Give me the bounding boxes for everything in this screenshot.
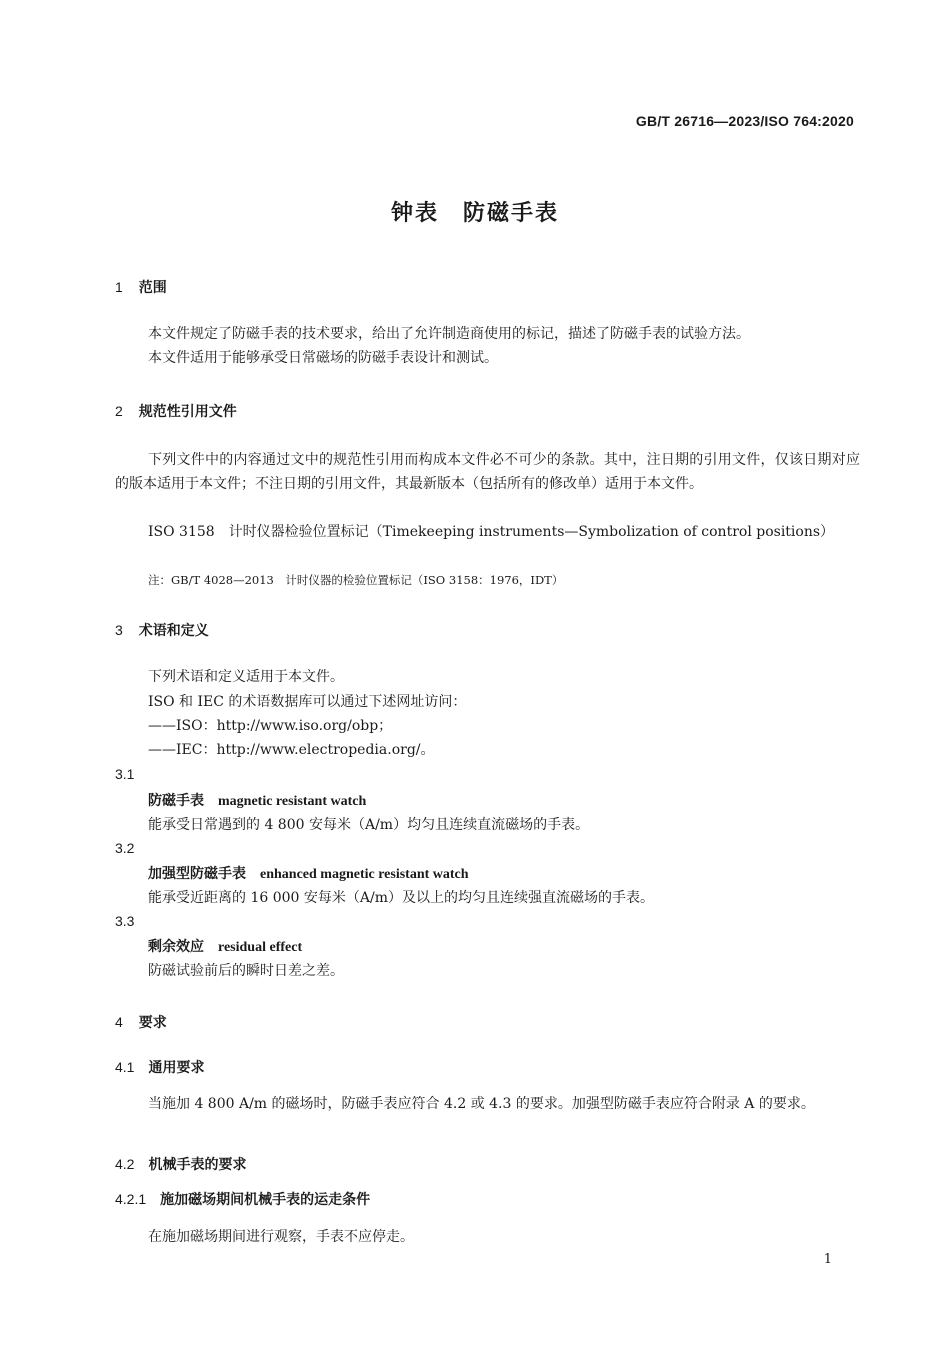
term-en: magnetic resistant watch bbox=[218, 794, 367, 809]
subsection-4-2-heading bbox=[115, 1154, 246, 1174]
section-title: 要求 bbox=[138, 1015, 167, 1031]
standard-number: GB/T 26716—2023/ISO 764:2020 bbox=[635, 113, 854, 129]
section-number: 2 bbox=[115, 403, 123, 419]
term-zh: 加强型防磁手表 bbox=[148, 866, 246, 882]
term-heading bbox=[148, 936, 302, 956]
term-heading bbox=[148, 863, 469, 883]
iec-url-item: ——IEC：http://www.electropedia.org/。 bbox=[148, 742, 435, 758]
section-1-paragraph-1: 本文件规定了防磁手表的技术要求，给出了允许制造商使用的标记，描述了防磁手表的试验方法。 bbox=[148, 326, 750, 342]
section-1-paragraph-2: 本文件适用于能够承受日常磁场的防磁手表设计和测试。 bbox=[148, 350, 498, 366]
page-title: 钟表 防磁手表 bbox=[390, 201, 559, 226]
section-title: 通用要求 bbox=[148, 1060, 205, 1076]
normative-reference: ISO 3158 计时仪器检验位置标记（Timekeeping instruments—Symbolization of control positions） bbox=[148, 524, 835, 540]
section-2-heading bbox=[115, 401, 237, 421]
section-number: 4 bbox=[115, 1014, 123, 1030]
term-definition: 防磁试验前后的瞬时日差之差。 bbox=[148, 963, 344, 979]
term-zh: 剩余效应 bbox=[148, 939, 204, 955]
section-3-paragraph-1: 下列术语和定义适用于本文件。 bbox=[148, 669, 344, 685]
subsection-4-1-heading bbox=[115, 1057, 204, 1077]
term-number: 3.2 bbox=[115, 840, 135, 856]
section-number: 4.2 bbox=[115, 1156, 135, 1172]
subsection-4-2-1-paragraph: 在施加磁场期间进行观察，手表不应停走。 bbox=[148, 1229, 414, 1245]
page-number: 1 bbox=[823, 1252, 832, 1267]
subsection-4-1-paragraph: 当施加 4 800 A/m 的磁场时，防磁手表应符合 4.2 或 4.3 的要求。加强型防磁手表应符合附录 A 的要求。 bbox=[148, 1096, 815, 1112]
iso-url-item: ——ISO：http://www.iso.org/obp； bbox=[148, 718, 393, 734]
section-title: 术语和定义 bbox=[138, 623, 209, 639]
subsection-4-2-1-heading bbox=[115, 1189, 370, 1209]
section-title: 规范性引用文件 bbox=[138, 404, 237, 420]
section-number: 3 bbox=[115, 622, 123, 638]
section-number: 1 bbox=[115, 279, 123, 295]
section-3-heading bbox=[115, 620, 209, 640]
section-number: 4.1 bbox=[115, 1059, 135, 1075]
section-number: 4.2.1 bbox=[115, 1191, 147, 1207]
term-zh: 防磁手表 bbox=[148, 793, 204, 809]
term-number: 3.1 bbox=[115, 766, 135, 782]
term-definition: 能承受近距离的 16 000 安每米（A/m）及以上的均匀且连续强直流磁场的手表。 bbox=[148, 890, 654, 906]
section-title: 施加磁场期间机械手表的运走条件 bbox=[160, 1192, 371, 1208]
term-number: 3.3 bbox=[115, 913, 135, 929]
section-1-heading bbox=[115, 277, 167, 297]
term-heading bbox=[148, 790, 366, 810]
section-title: 机械手表的要求 bbox=[148, 1157, 247, 1173]
term-definition: 能承受日常遇到的 4 800 安每米（A/m）均匀且连续直流磁场的手表。 bbox=[148, 817, 590, 833]
section-title: 范围 bbox=[138, 280, 167, 296]
section-3-paragraph-2: ISO 和 IEC 的术语数据库可以通过下述网址访问： bbox=[148, 694, 467, 710]
term-en: residual effect bbox=[218, 940, 303, 955]
reference-note: 注：GB/T 4028—2013 计时仪器的检验位置标记（ISO 3158：1976，IDT） bbox=[148, 573, 564, 587]
section-4-heading bbox=[115, 1012, 167, 1032]
term-en: enhanced magnetic resistant watch bbox=[260, 867, 469, 882]
section-2-paragraph: 下列文件中的内容通过文中的规范性引用而构成本文件必不可少的条款。其中，注日期的引用文件，仅该日期对应的版本适用于本文件；不注日期的引用文件，其最新版本（包括所有的修改单）适用于本文件。 bbox=[115, 452, 860, 492]
